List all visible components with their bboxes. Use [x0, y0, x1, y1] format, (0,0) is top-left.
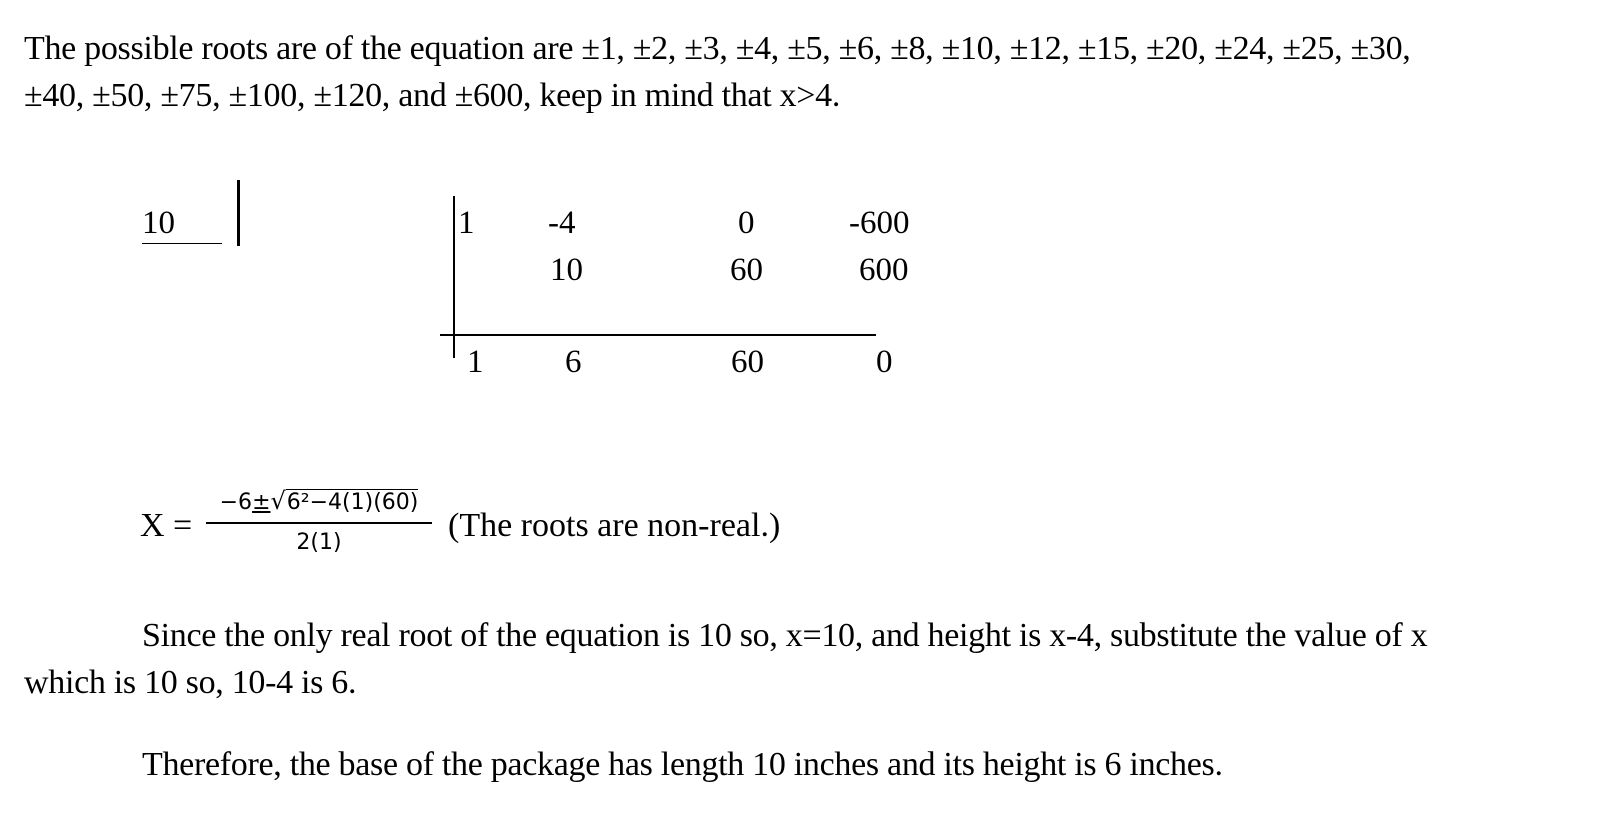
formula-note: (The roots are non-real.) — [448, 507, 781, 544]
formula-numerator — [206, 484, 432, 520]
division-horizontal-line — [440, 334, 876, 336]
intro-paragraph — [24, 25, 1580, 119]
sqrt-icon: √ — [270, 487, 286, 515]
radicand: 6²−4(1)(60) — [286, 490, 419, 515]
formula-fraction — [206, 484, 432, 558]
product-cell: 600 — [859, 252, 909, 288]
divisor-bar — [237, 180, 240, 246]
divisor-value: 10 — [142, 203, 222, 244]
product-cell: 10 — [550, 252, 583, 288]
numerator-prefix: −6 — [219, 490, 253, 515]
conclusion-line-1: Since the only real root of the equation is 10 so, x=10, and height is x-4, substitute the value of x — [142, 617, 1428, 654]
coefficient-cell: -600 — [849, 205, 910, 241]
formula-denominator: 2(1) — [296, 530, 342, 555]
final-paragraph — [24, 741, 1580, 788]
result-cell: 1 — [467, 344, 484, 380]
final-line-1: Therefore, the base of the package has length 10 inches and its height is 6 inches. — [142, 746, 1223, 783]
conclusion-line-2: which is 10 so, 10-4 is 6. — [24, 664, 357, 701]
result-cell: 60 — [731, 344, 764, 380]
coefficient-cell: 1 — [458, 205, 475, 241]
coefficient-cell: -4 — [548, 205, 576, 241]
coefficient-cell: 0 — [738, 205, 755, 241]
result-cell: 0 — [876, 344, 893, 380]
intro-line-1: The possible roots are of the equation are ±1, ±2, ±3, ±4, ±5, ±6, ±8, ±10, ±12, ±15, ±20, ±24, ±25, ±30, — [24, 30, 1411, 67]
product-cell: 60 — [730, 252, 763, 288]
conclusion-paragraph — [24, 612, 1580, 706]
fraction-bar — [206, 522, 432, 524]
result-cell: 6 — [565, 344, 582, 380]
plus-minus-sign: ± — [252, 490, 271, 515]
intro-line-2: ±40, ±50, ±75, ±100, ±120, and ±600, keep in mind that x>4. — [24, 77, 841, 114]
formula-lhs: X = — [140, 507, 193, 544]
